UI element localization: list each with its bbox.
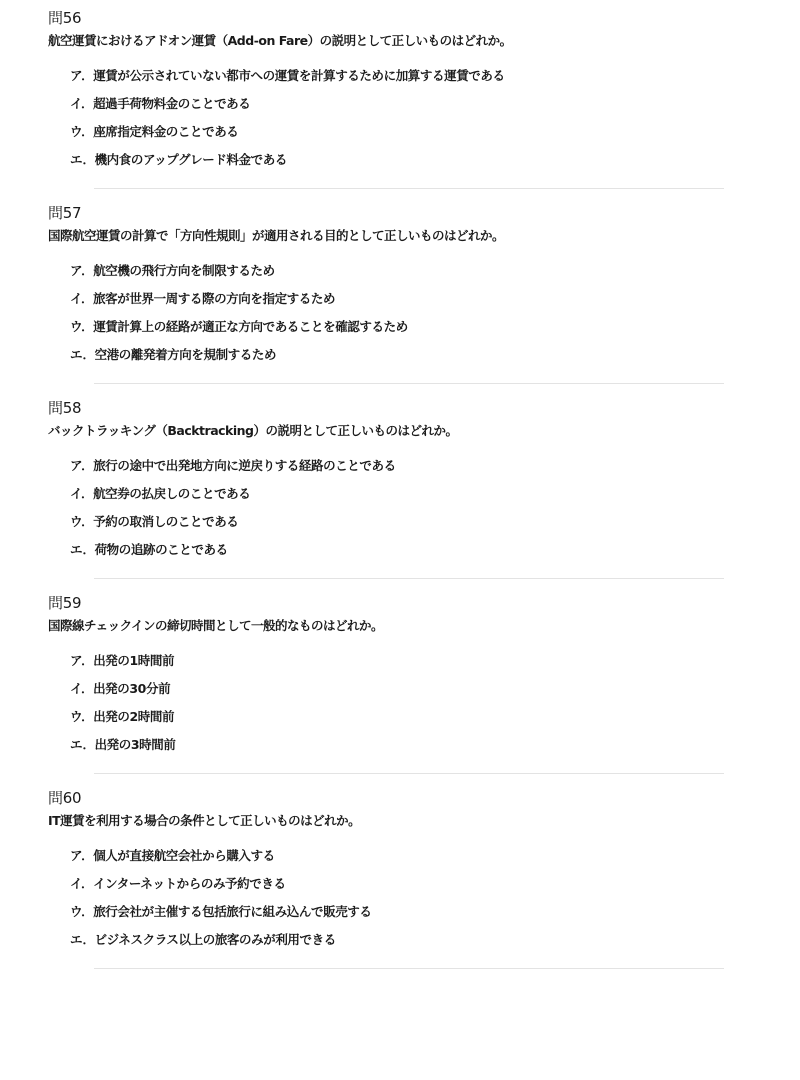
question-59 [48,593,748,759]
option-u: ウ．座席指定料金のことである [70,124,239,139]
divider [94,383,724,384]
divider [94,188,724,189]
option-i: イ．インターネットからのみ予約できる [70,876,286,891]
option-u: ウ．予約の取消しのことである [70,514,239,529]
divider [94,578,724,579]
option-list [48,842,748,954]
option-a: ア．運賃が公示されていない都市への運賃を計算するために加算する運賃である [70,68,505,83]
option-a: ア．航空機の飛行方向を制限するため [70,263,275,278]
option-list [48,452,748,564]
option-u: ウ．旅行会社が主催する包括旅行に組み込んで販売する [70,904,372,919]
option-list [48,257,748,369]
option-a: ア．旅行の途中で出発地方向に逆戻りする経路のことである [70,458,396,473]
divider [94,968,724,969]
option-i: イ．超過手荷物料金のことである [70,96,251,111]
question-text: 国際線チェックインの締切時間として一般的なものはどれか。 [48,618,384,633]
question-text: バックトラッキング（Backtracking）の説明として正しいものはどれか。 [48,423,458,438]
question-58 [48,398,748,564]
question-number: 問56 [48,9,82,27]
question-57 [48,203,748,369]
question-number: 問60 [48,789,82,807]
question-56 [48,8,748,174]
question-text: IT運賃を利用する場合の条件として正しいものはどれか。 [48,813,361,828]
option-e: エ．ビジネスクラス以上の旅客のみが利用できる [70,932,336,947]
question-number: 問59 [48,594,82,612]
option-i: イ．旅客が世界一周する際の方向を指定するため [70,291,336,306]
question-number: 問58 [48,399,82,417]
option-e: エ．空港の離発着方向を規制するため [70,347,277,362]
question-number: 問57 [48,204,82,222]
option-i: イ．航空券の払戻しのことである [70,486,251,501]
question-text: 航空運賃におけるアドオン運賃（Add-on Fare）の説明として正しいものはどれか。 [48,33,512,48]
option-e: エ．出発の3時間前 [70,737,176,752]
option-u: ウ．出発の2時間前 [70,709,175,724]
option-u: ウ．運賃計算上の経路が適正な方向であることを確認するため [70,319,408,334]
divider [94,773,724,774]
option-e: エ．荷物の追跡のことである [70,542,228,557]
option-e: エ．機内食のアップグレード料金である [70,152,287,167]
option-i: イ．出発の30分前 [70,681,171,696]
question-text: 国際航空運賃の計算で「方向性規則」が適用される目的として正しいものはどれか。 [48,228,505,243]
question-60 [48,788,748,954]
option-a: ア．個人が直接航空会社から購入する [70,848,275,863]
option-list [48,647,748,759]
option-a: ア．出発の1時間前 [70,653,175,668]
option-list [48,62,748,174]
